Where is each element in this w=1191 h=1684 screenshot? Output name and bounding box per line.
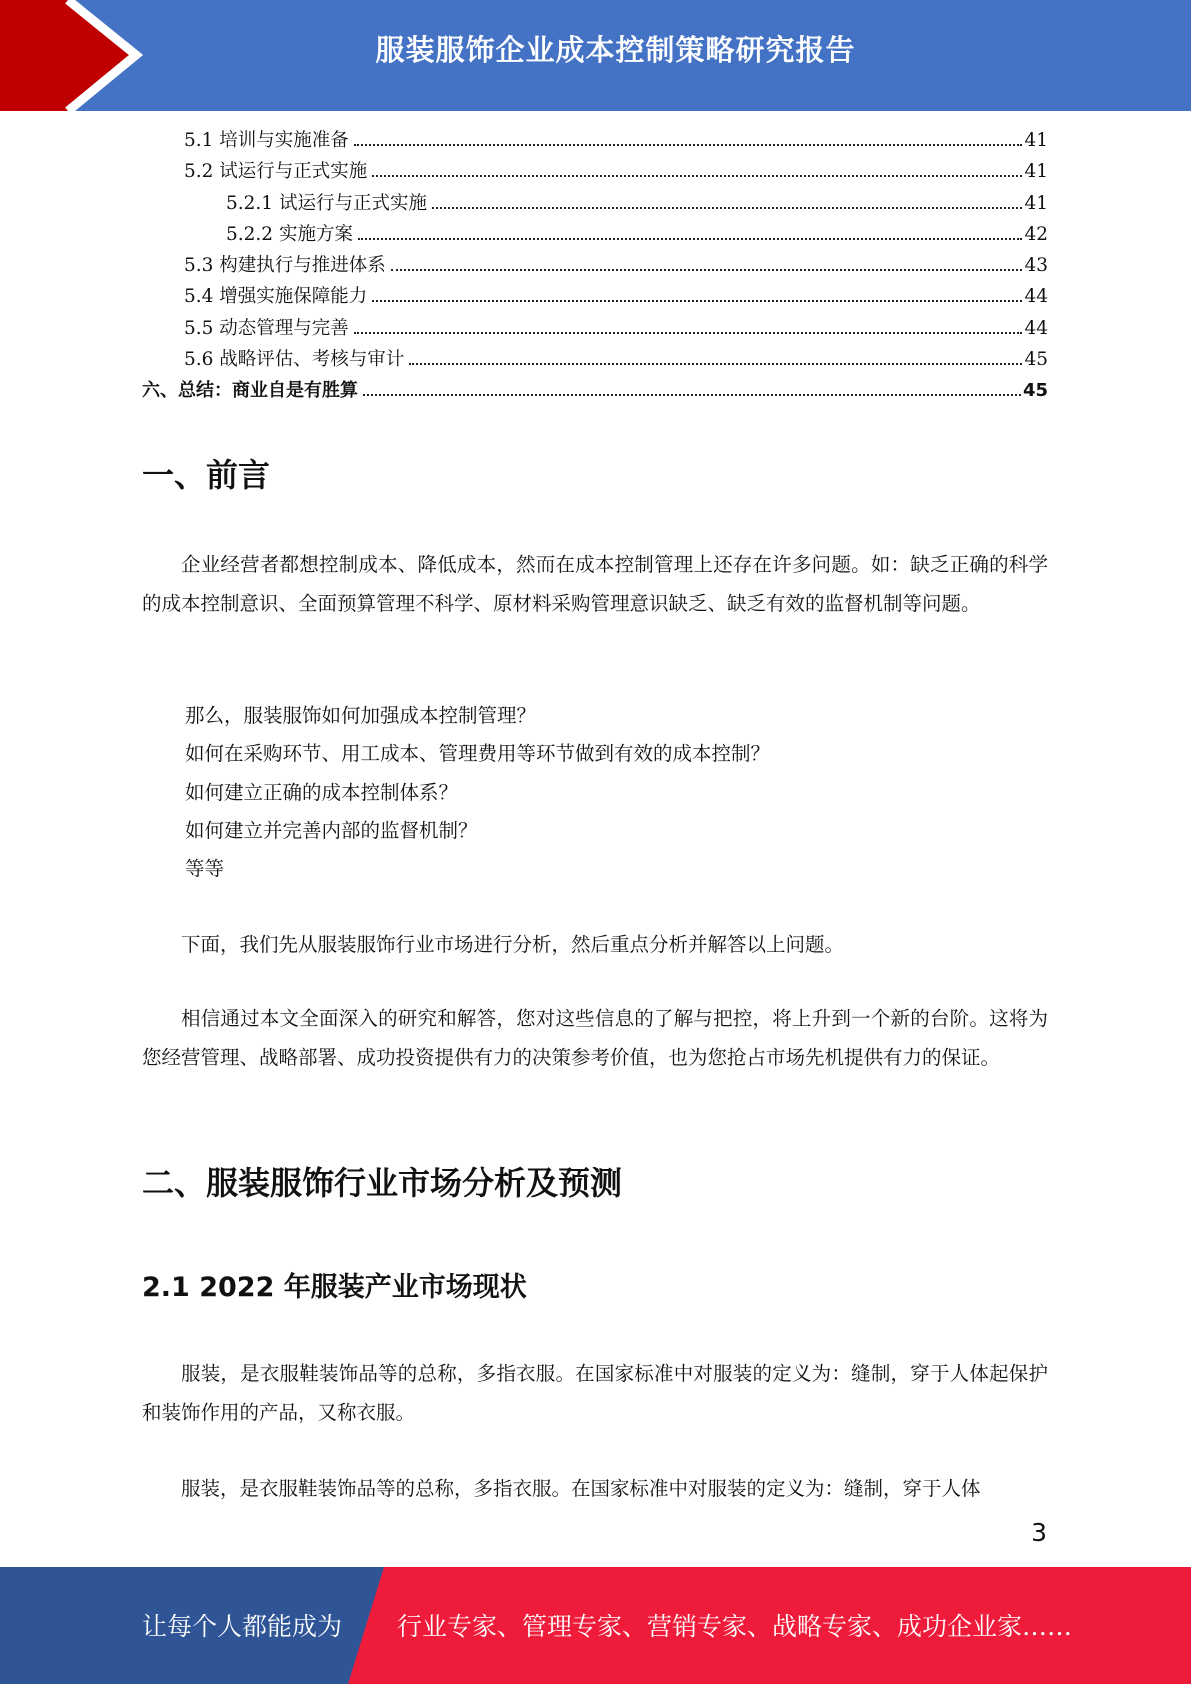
toc-entry[interactable] (142, 314, 1048, 345)
toc-entry-label: 5.2.1 试运行与正式实施 (226, 192, 427, 214)
toc-entry-label: 5.5 动态管理与完善 (184, 317, 349, 339)
toc-entry-page: 42 (1024, 223, 1048, 245)
toc-entry[interactable] (142, 251, 1048, 282)
section-heading-preface: 一、前言 (142, 456, 271, 494)
question-list (185, 697, 770, 888)
question-item: 等等 (185, 857, 225, 881)
toc-entry-page: 41 (1024, 192, 1048, 214)
question-item: 那么，服装服饰如何加强成本控制管理？ (185, 704, 537, 727)
toc-entry-page: 44 (1024, 317, 1048, 339)
toc-dot-leader (363, 394, 1021, 396)
table-of-contents (142, 126, 1048, 408)
toc-entry[interactable] (142, 126, 1048, 157)
toc-entry-page: 45 (1022, 380, 1048, 402)
toc-dot-leader (354, 144, 1023, 146)
toc-entry-page: 41 (1024, 130, 1048, 151)
toc-entry[interactable] (142, 220, 1048, 251)
preface-paragraph-3: 相信通过本文全面深入的研究和解答，您对这些信息的了解与把控，将上升到一个新的台阶。这将为您经营管理、战略部署、成功投资提供有力的决策参考价值，也为您抢占市场先机提供有力的保证。 (142, 1007, 1048, 1069)
toc-dot-leader (432, 207, 1022, 209)
section-heading-market-analysis: 二、服装服饰行业市场分析及预测 (142, 1164, 623, 1202)
toc-entry[interactable] (142, 345, 1048, 376)
question-item: 如何建立并完善内部的监督机制？ (185, 818, 478, 842)
toc-entry-page: 45 (1024, 349, 1048, 371)
toc-entry-page: 44 (1024, 286, 1048, 308)
page-footer (0, 1567, 1191, 1684)
footer-slogan-left: 让每个人都能成为 (142, 1612, 343, 1641)
toc-entry-label: 5.2.2 实施方案 (226, 223, 353, 245)
toc-dot-leader (354, 332, 1023, 334)
toc-entry-label: 5.2 试运行与正式实施 (184, 161, 368, 183)
toc-entry-label: 5.1 培训与实施准备 (184, 130, 349, 151)
page-number: 3 (1031, 1518, 1047, 1547)
toc-dot-leader (409, 363, 1022, 365)
toc-entry-label: 5.3 构建执行与推进体系 (184, 255, 386, 277)
toc-entry[interactable] (142, 157, 1048, 188)
question-item: 如何在采购环节、用工成本、管理费用等环节做到有效的成本控制？ (185, 742, 771, 766)
toc-dot-leader (372, 175, 1022, 177)
toc-entry[interactable] (142, 282, 1048, 313)
toc-entry[interactable] (142, 376, 1048, 407)
preface-paragraph-2: 下面，我们先从服装服饰行业市场进行分析，然后重点分析并解答以上问题。 (181, 933, 845, 956)
toc-entry[interactable] (142, 189, 1048, 220)
market-paragraph-1: 服装，是衣服鞋装饰品等的总称，多指衣服。在国家标准中对服装的定义为：缝制，穿于人体起保护和装饰作用的产品，又称衣服。 (142, 1362, 1048, 1424)
toc-entry-page: 41 (1024, 161, 1048, 183)
toc-entry-label: 5.6 战略评估、考核与审计 (184, 349, 405, 371)
toc-dot-leader (358, 238, 1023, 240)
toc-entry-label: 六、总结：商业自是有胜算 (142, 380, 358, 402)
subsection-heading-2-1: 2.1 2022 年服装产业市场现状 (142, 1272, 527, 1303)
preface-paragraph-1: 企业经营者都想控制成本、降低成本，然而在成本控制管理上还存在许多问题。如：缺乏正确的科学的成本控制意识、全面预算管理不科学、原材料采购管理意识缺乏、缺乏有效的监督机制等问题。 (142, 553, 1048, 615)
footer-slogan-right: 行业专家、管理专家、营销专家、战略专家、成功企业家…… (397, 1612, 1073, 1641)
toc-entry-label: 5.4 增强实施保障能力 (184, 286, 368, 308)
document-title: 服装服饰企业成本控制策略研究报告 (375, 33, 856, 67)
toc-dot-leader (372, 300, 1022, 302)
question-item: 如何建立正确的成本控制体系？ (185, 780, 459, 804)
toc-dot-leader (391, 269, 1023, 271)
toc-entry-page: 43 (1024, 255, 1048, 277)
market-paragraph-2: 服装，是衣服鞋装饰品等的总称，多指衣服。在国家标准中对服装的定义为：缝制，穿于人体 (181, 1477, 981, 1500)
page-header (0, 0, 1191, 111)
